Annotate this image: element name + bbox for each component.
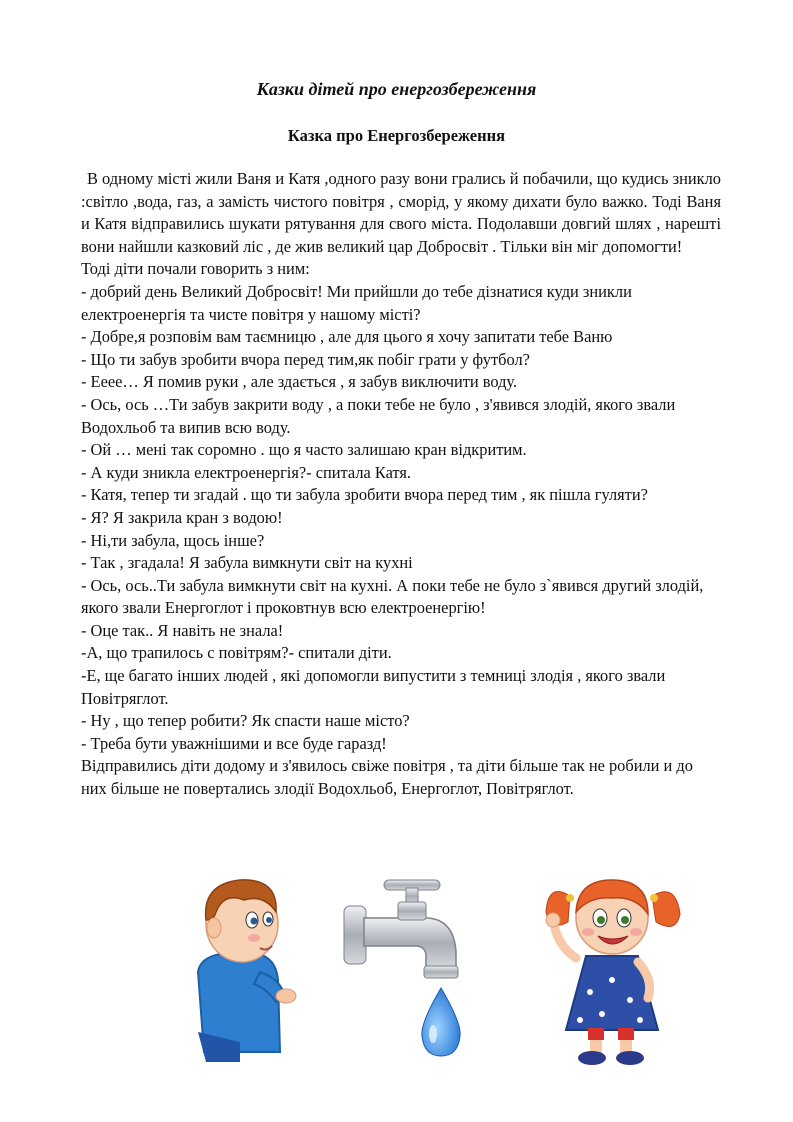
- story-line: Тоді діти почали говорить з ним:: [81, 259, 310, 279]
- dialogue-line: - Оце так.. Я навіть не знала!: [81, 620, 284, 640]
- story-ending: Відправились діти додому и з'явилось свіже повітря , та діти більше так не робили и до них більше не повертались злодії Водохльоб, Енергоглот, Повітряглот.: [81, 756, 693, 799]
- dialogue-line: - Добре,я розповім вам таємницю , але для цього я хочу запитати тебе Ваню: [81, 327, 613, 347]
- dialogue-line: - Так , згадала! Я забула вимкнути світ на кухні: [81, 553, 413, 573]
- story-collection-title: Казки дітей про енергозбереження: [256, 79, 537, 99]
- illustrations: [170, 862, 690, 1072]
- dialogue-line: - Ні,ти забула, щось інше?: [81, 530, 265, 550]
- dialogue-line: -Е, ще багато інших людей , які допомогли випустити з темниці злодія , якого звали Повітряглот.: [81, 666, 666, 708]
- dialogue-line: - добрий день Великий Добросвіт! Ми прийшли до тебе дізнатися куди зникли електроенергія та чисте повітря у нашому місті?: [81, 281, 632, 324]
- dialogue-line: - Що ти забув зробити вчора перед тим,як побіг грати у футбол?: [81, 349, 530, 369]
- dialogue-line: - Ой … мені так соромно . що я часто залишаю кран відкритим.: [81, 440, 527, 460]
- dialogue-line: - А куди зникла електроенергія?- спитала Катя.: [81, 462, 412, 482]
- dialogue-line: - Треба бути уважнішими и все буде гаразд!: [81, 733, 387, 753]
- water-faucet-drop-illustration: [342, 876, 468, 1061]
- dialogue-line: -А, що трапилось с повітрям?- спитали діти.: [81, 643, 392, 663]
- story-title: Казка про Енергозбереження: [287, 126, 506, 145]
- dialogue-line: - Ось, ось..Ти забула вимкнути світ на кухні. А поки тебе не було з`явився другий злодій, якого звали Енергоглот і проковтнув всю електроенергію!: [81, 575, 704, 618]
- dialogue-line: - Ну , що тепер робити? Як спасти наше місто?: [81, 711, 410, 731]
- dialogue-line: - Я? Я закрила кран з водою!: [81, 507, 283, 527]
- story-intro: В одному місті жили Ваня и Катя ,одного разу вони грались й побачили, що кудись зникло :світло ,вода, газ, а замість чистого повітря , сморід, у якому дихати було важко. Тоді Ваня и Катя відправились шукати рятування для свого міста. Подолавши довгий шлях , нарешті вони найшли казковий ліс , де жив великий цар Добросвіт . Тільки він міг допомогти!: [81, 169, 721, 256]
- boy-pointing-illustration: [180, 862, 300, 1067]
- story-body: [81, 168, 721, 801]
- girl-waving-illustration: [540, 862, 690, 1072]
- dialogue-line: - Катя, тепер ти згадай . що ти забула зробити вчора перед тим , як пішла гуляти?: [81, 485, 648, 505]
- dialogue-line: - Ось, ось …Ти забув закрити воду , а поки тебе не було , з'явився злодій, якого звали Водохльоб та випив всю воду.: [81, 394, 676, 437]
- dialogue-line: - Ееее… Я помив руки , але здається , я забув виключити воду.: [81, 372, 518, 392]
